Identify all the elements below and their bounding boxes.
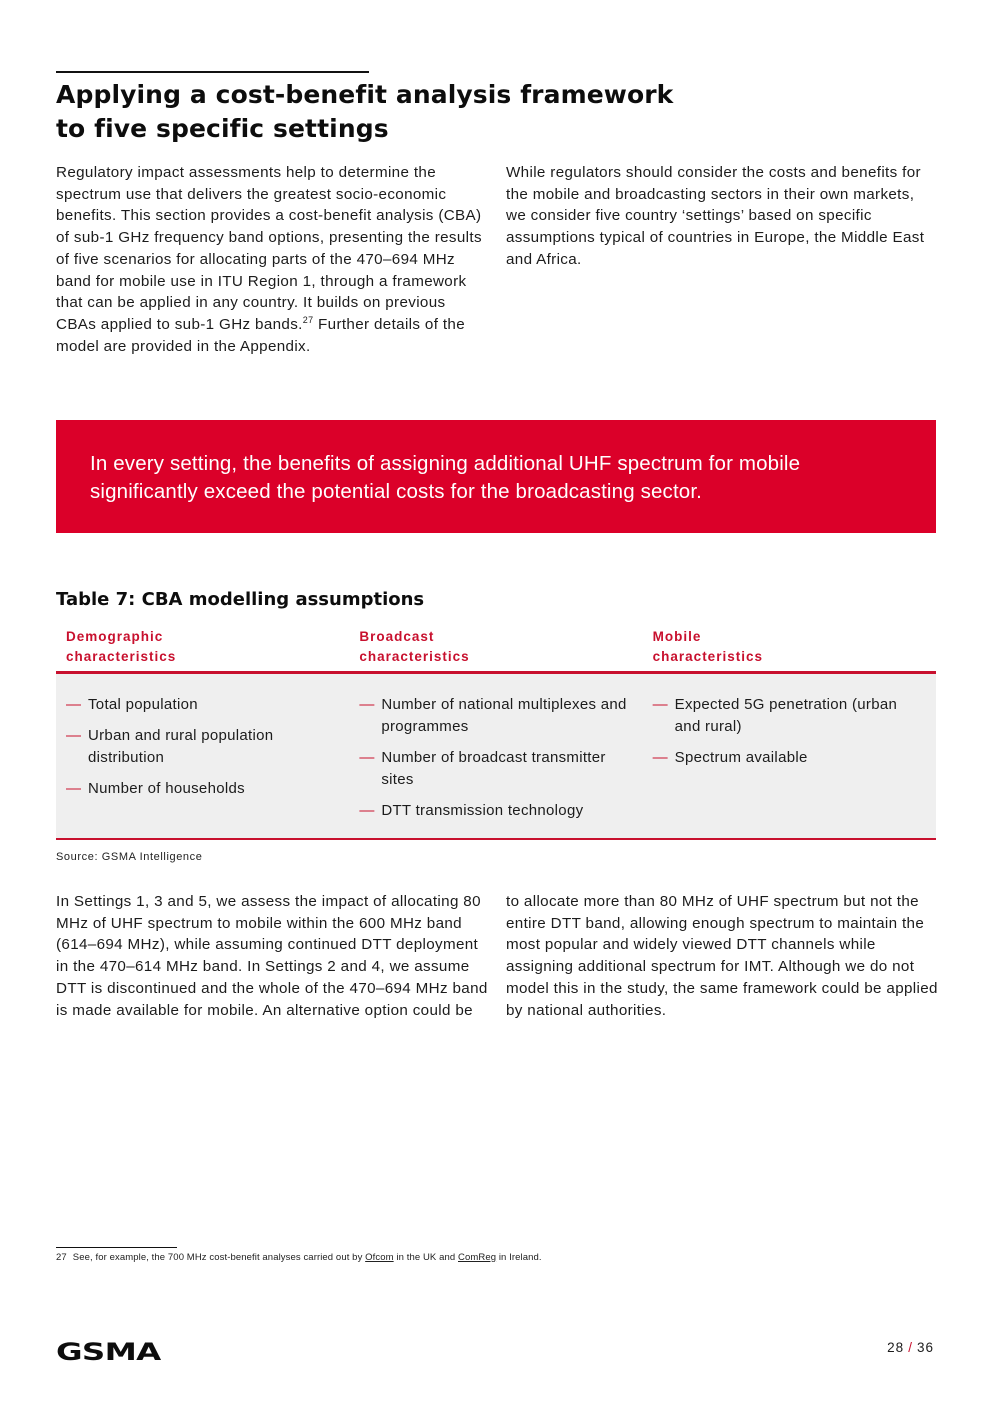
footnote-text: in the UK and [393, 1252, 458, 1263]
footnote-text: in Ireland. [496, 1252, 542, 1263]
page-current: 28 [887, 1340, 905, 1355]
column-header-demographic [56, 624, 349, 671]
list-item [359, 747, 632, 791]
intro-right-paragraph: While regulators should consider the costs and benefits for the mobile and broadcasting sectors in their own markets, we consider five country ‘settings’ based on specific assumptions typical of countries in Europe, the Middle East and Africa. [506, 164, 925, 268]
column-header-broadcast [349, 624, 642, 671]
dash-bullet-icon: — [66, 727, 82, 744]
list-item-text: Urban and rural population distribution [88, 727, 274, 766]
intro-left-paragraph [56, 162, 488, 357]
page-separator: / [908, 1340, 913, 1355]
callout-text: In every setting, the benefits of assigning additional UHF spectrum for mobile significantly exceed the potential costs for the broadcasting sector. [90, 452, 801, 503]
ofcom-link[interactable]: Ofcom [365, 1252, 394, 1263]
list-item-text: Total population [88, 696, 198, 713]
list-item-text: Number of households [88, 780, 245, 797]
list-item-text: Spectrum available [674, 749, 808, 766]
page-title [56, 78, 756, 146]
dash-bullet-icon: — [652, 696, 668, 713]
page-title-line-1: Applying a cost-benefit analysis framework [56, 80, 674, 109]
footnote-ref-27[interactable]: 27 [302, 314, 314, 325]
table-body [56, 674, 936, 840]
list-item-text: Number of national multiplexes and programmes [381, 696, 627, 735]
table-title: Table 7: CBA modelling assumptions [56, 589, 425, 610]
header-line: characteristics [66, 649, 177, 664]
list-item [359, 800, 632, 822]
list-item-text: Number of broadcast transmitter sites [381, 749, 606, 788]
list-item [66, 778, 339, 800]
footnote-text: See, for example, the 700 MHz cost-benefit analyses carried out by [72, 1252, 366, 1263]
comreg-link[interactable]: ComReg [458, 1252, 497, 1263]
dash-bullet-icon: — [652, 749, 668, 766]
body-left-paragraph: In Settings 1, 3 and 5, we assess the impact of allocating 80 MHz of UHF spectrum to mobile within the 600 MHz band (614–694 MHz), while assuming continued DTT deployment in the 470–614 MHz band. In Settings 2 and 4, we assume DTT is discontinued and the whole of the 470–694 MHz band is made available for mobile. An alternative option could be [56, 893, 488, 1019]
footnote-number: 27 [56, 1252, 67, 1263]
dash-bullet-icon: — [66, 780, 82, 797]
page-number [887, 1338, 934, 1358]
page-title-line-2: to five specific settings [56, 114, 389, 143]
list-item-text: Expected 5G penetration (urban and rural) [674, 696, 898, 735]
highlight-callout [56, 420, 936, 533]
intro-left-text: Regulatory impact assessments help to determine the spectrum use that delivers the greatest socio-economic benefits. This section provides a cost-benefit analysis (CBA) of sub-1 GHz frequency band options, presenting the results of five scenarios for allocating parts of the 470–694 MHz band for mobile use in ITU Region 1, through a framework that can be applied in any country. It builds on previous CBAs applied to sub-1 GHz bands. [56, 164, 482, 333]
header-line: Broadcast [359, 629, 435, 644]
header-line: characteristics [359, 649, 470, 664]
table-header [56, 624, 936, 674]
footnote-rule [56, 1247, 177, 1248]
list-item [653, 747, 926, 769]
dash-bullet-icon: — [359, 696, 375, 713]
dash-bullet-icon: — [359, 802, 375, 819]
header-line: Demographic [66, 629, 164, 644]
list-item [66, 725, 339, 769]
footnote-27 [56, 1251, 542, 1264]
list-item [653, 694, 926, 738]
assumptions-table [56, 624, 936, 840]
column-broadcast [349, 694, 642, 838]
list-item-text: DTT transmission technology [381, 802, 584, 819]
intro-left-text-cont: Further details of the model are provided in the Appendix. [56, 315, 466, 355]
list-item [66, 694, 339, 716]
column-mobile [643, 694, 936, 838]
dash-bullet-icon: — [66, 696, 82, 713]
header-line: Mobile [652, 629, 702, 644]
header-line: characteristics [652, 649, 763, 664]
dash-bullet-icon: — [359, 749, 375, 766]
table-source: Source: GSMA Intelligence [56, 851, 203, 863]
title-rule [56, 71, 369, 73]
gsma-logo: GSMA [56, 1338, 161, 1366]
column-header-mobile [643, 624, 936, 671]
page-total: 36 [916, 1340, 934, 1355]
body-right-paragraph: to allocate more than 80 MHz of UHF spectrum but not the entire DTT band, allowing enough spectrum to maintain the most popular and widely viewed DTT channels while assigning additional spectrum for IMT. Although we do not model this in the study, the same framework could be applied by national authorities. [506, 893, 938, 1019]
list-item [359, 694, 632, 738]
column-demographic [56, 694, 349, 838]
